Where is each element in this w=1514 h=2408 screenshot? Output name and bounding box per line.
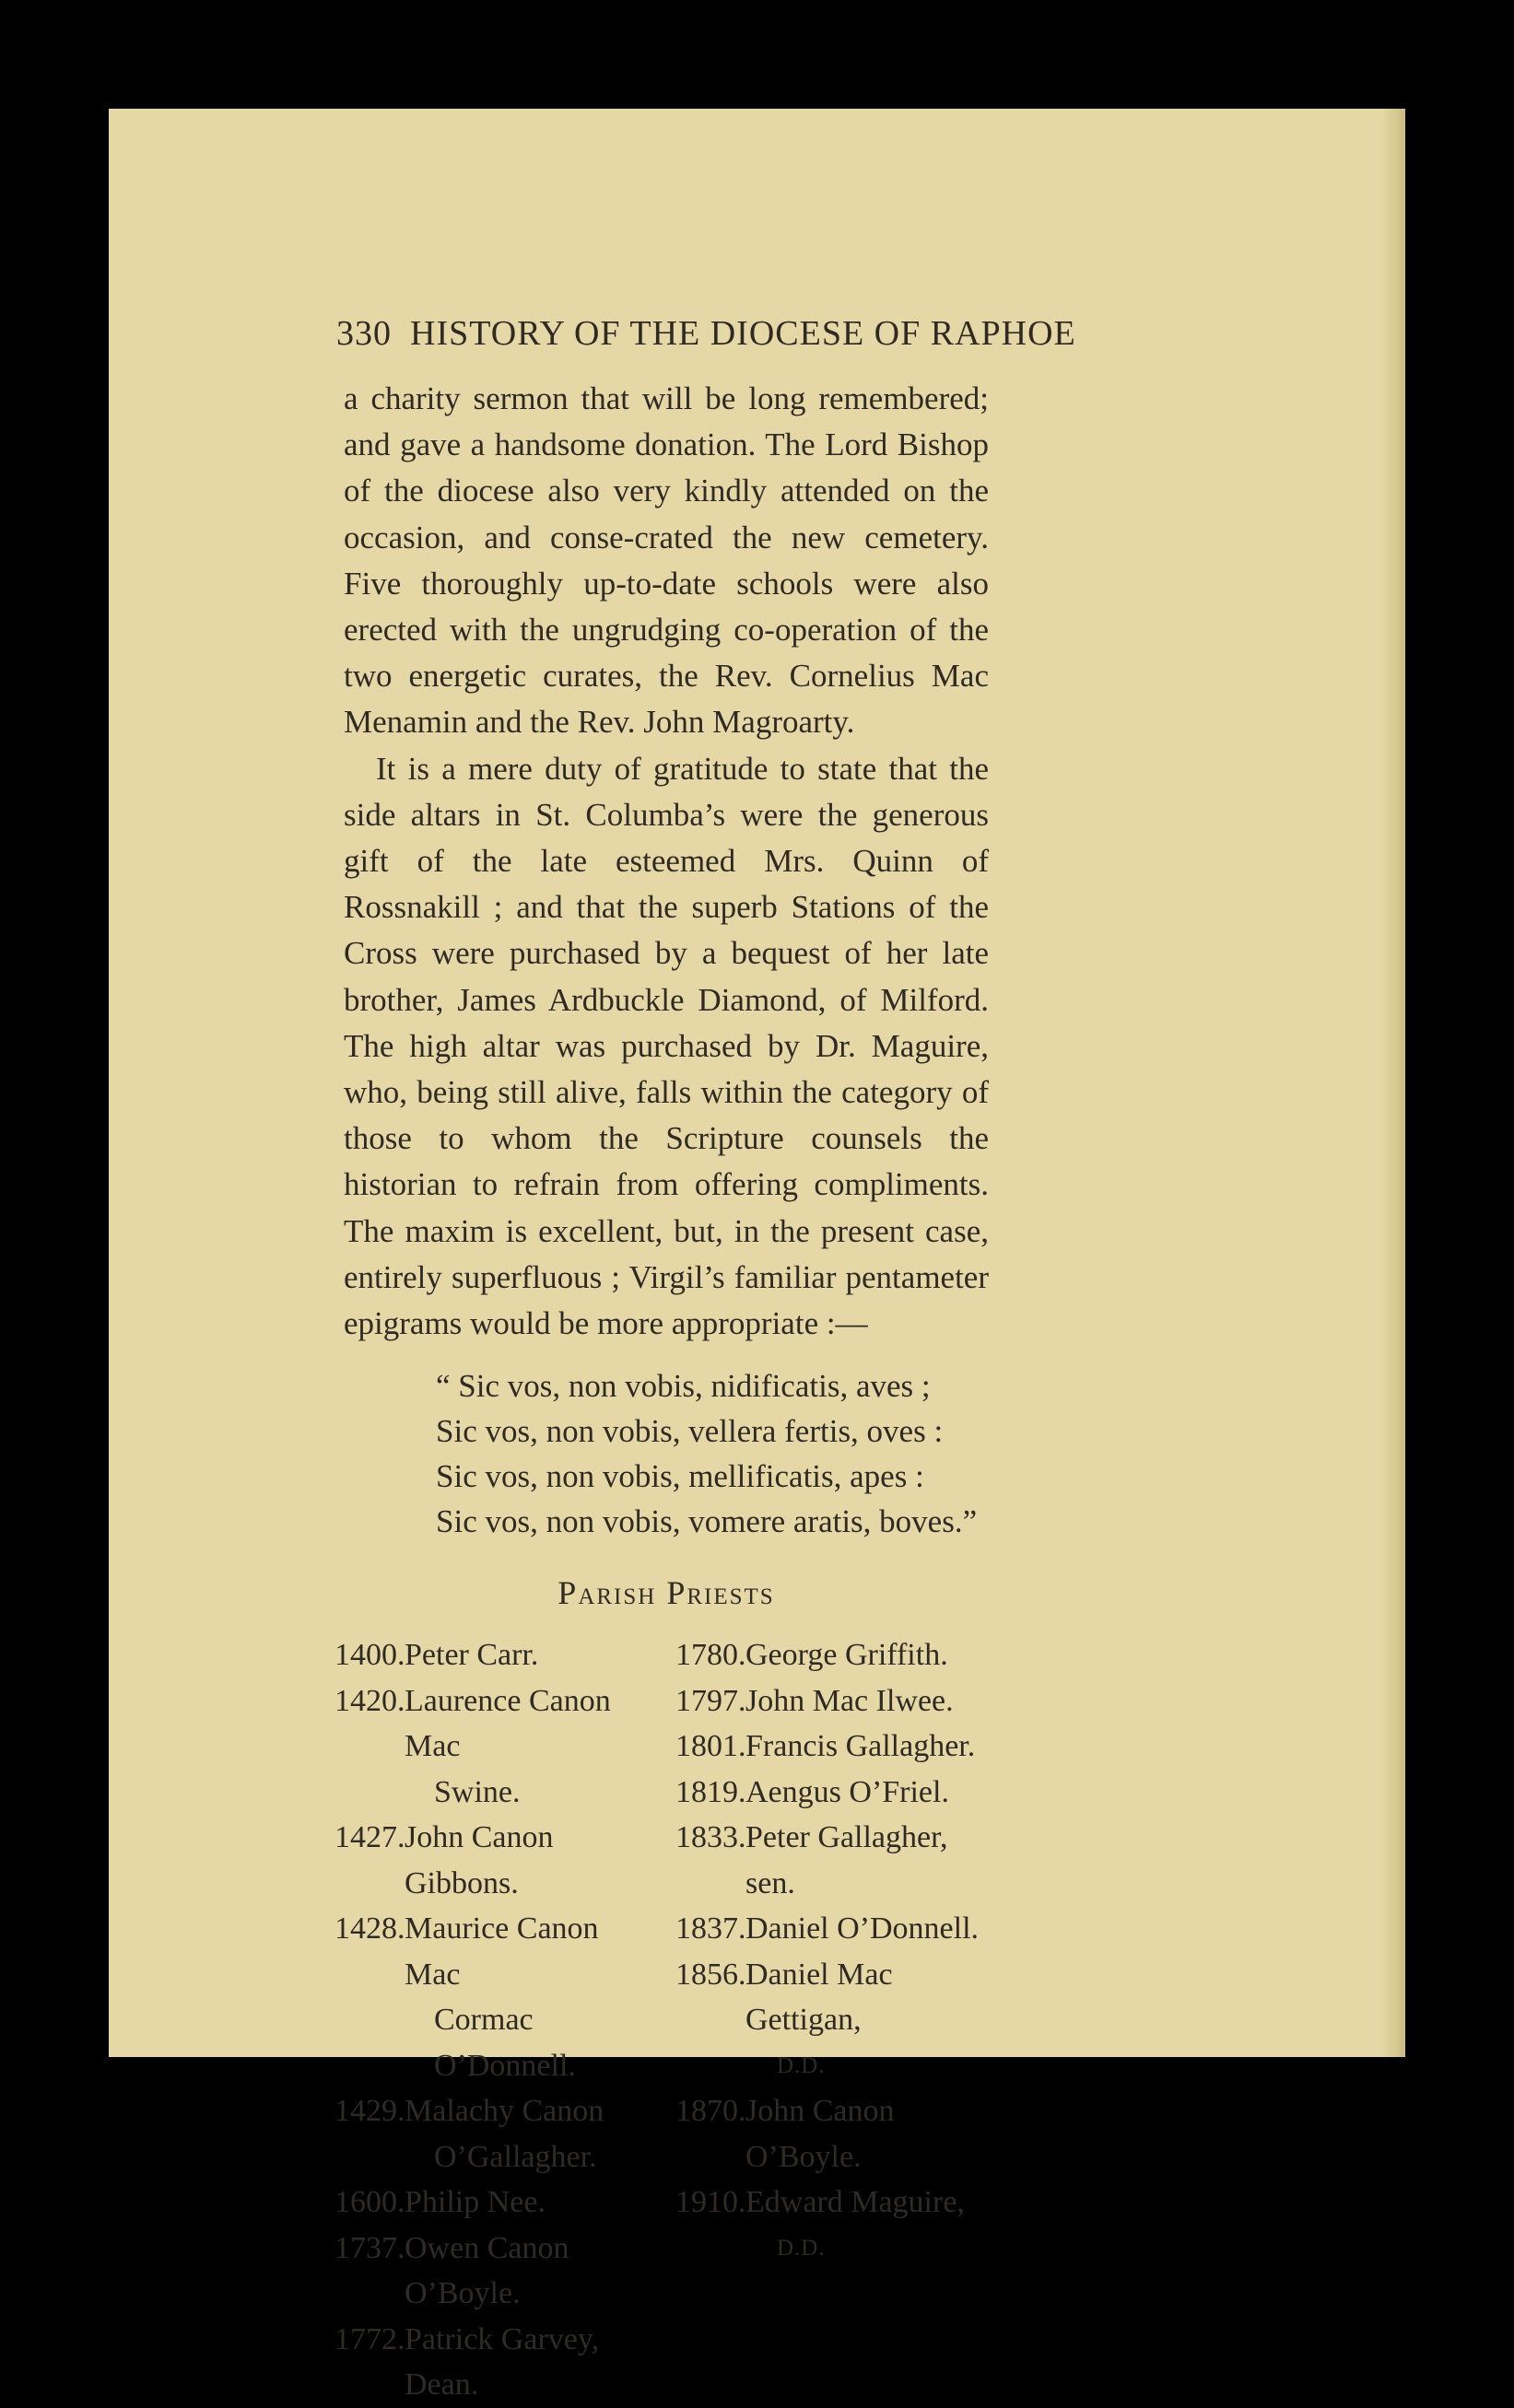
entry-name: John Mac Ilwee. xyxy=(745,1683,954,1718)
entry-name: Laurence Canon Mac Swine. xyxy=(405,1683,611,1809)
entry-year: 1427. xyxy=(334,1820,405,1855)
page-number: 330 xyxy=(336,314,392,353)
list-item xyxy=(675,1724,989,1770)
running-title: HISTORY OF THE DIOCESE OF RAPHOE xyxy=(410,314,1076,353)
entry-year: 1870. xyxy=(675,2094,746,2129)
entry-year: 1856. xyxy=(675,1957,746,1992)
entry-year: 1797. xyxy=(675,1683,746,1718)
list-item xyxy=(334,1678,648,1816)
list-item xyxy=(675,2180,989,2271)
list-item xyxy=(675,2088,989,2180)
verse-line: Sic vos, non vobis, mellificatis, apes : xyxy=(436,1458,924,1495)
verse-line: “ Sic vos, non vobis, nidificatis, aves ; xyxy=(436,1368,931,1405)
list-item xyxy=(334,1906,648,2088)
list-item xyxy=(334,2088,648,2180)
list-item xyxy=(675,1678,989,1724)
list-item xyxy=(334,2226,648,2317)
list-item xyxy=(675,1952,989,2089)
entry-name: Philip Nee. xyxy=(405,2185,546,2220)
priests-column-left xyxy=(334,1632,648,2408)
entry-year: 1600. xyxy=(334,2185,405,2220)
degree-suffix: D.D. xyxy=(777,2052,826,2078)
entry-year: 1910. xyxy=(675,2185,746,2220)
entry-year: 1833. xyxy=(675,1820,746,1855)
list-item xyxy=(334,1815,648,1906)
list-item xyxy=(675,1906,989,1952)
list-item xyxy=(334,2317,648,2408)
priests-column-right xyxy=(675,1632,989,2408)
entry-year: 1780. xyxy=(675,1638,746,1673)
running-head xyxy=(336,313,1076,354)
entry-year: 1772. xyxy=(334,2321,405,2356)
list-item xyxy=(334,1632,648,1678)
paragraph-1: a charity sermon that will be long remembered; and gave a handsome donation. The Lord Bishop of the diocese also very kindly attended on the occasion, and conse-crated the new cemetery. Five thoroughly up-to-date schools were also erected with the ungrudging co-operation of the two energetic curates, the Rev. Cornelius Mac Menamin and the Rev. John Magroarty. xyxy=(344,380,989,741)
list-item xyxy=(334,2180,648,2226)
entry-year: 1429. xyxy=(334,2094,405,2129)
page-content xyxy=(334,313,1076,2408)
entry-name: Daniel Mac Gettigan, D.D. xyxy=(745,1952,989,2089)
entry-year: 1400. xyxy=(334,1638,405,1673)
entry-name: Peter Carr. xyxy=(405,1638,539,1673)
entry-year: 1428. xyxy=(334,1911,405,1946)
entry-name: Aengus O’Friel. xyxy=(745,1774,949,1809)
degree-suffix: D.D. xyxy=(777,2235,826,2261)
list-item xyxy=(675,1770,989,1816)
priests-list xyxy=(334,1632,989,2408)
list-item xyxy=(675,1632,989,1678)
entry-year: 1801. xyxy=(675,1729,746,1764)
entry-name: Daniel O’Donnell. xyxy=(745,1911,980,1946)
entry-year: 1819. xyxy=(675,1774,746,1809)
page-edge-shadow xyxy=(1381,109,1405,2057)
verse-quote xyxy=(436,1363,989,1544)
entry-name: John Canon O’Boyle. xyxy=(745,2094,895,2174)
entry-name: John Canon Gibbons. xyxy=(405,1820,554,1900)
section-title: Parish Priests xyxy=(557,1574,775,1612)
entry-year: 1837. xyxy=(675,1911,746,1946)
verse-line: Sic vos, non vobis, vellera fertis, oves : xyxy=(436,1413,944,1450)
entry-year: 1737. xyxy=(334,2230,405,2265)
entry-name: Edward Maguire, D.D. xyxy=(745,2180,989,2271)
entry-name: Francis Gallagher. xyxy=(745,1729,976,1764)
book-page xyxy=(109,109,1405,2402)
verse-line: Sic vos, non vobis, vomere aratis, boves.” xyxy=(436,1503,978,1540)
entry-name: Malachy Canon O’Gallagher. xyxy=(405,2094,604,2174)
paragraph-2: It is a mere duty of gratitude to state that the side altars in St. Columba’s were the generous gift of the late esteemed Mrs. Quinn of Rossnakill ; and that the superb Stations of the Cross were purchased by a bequest of her late brother, James Ardbuckle Diamond, of Milford. The high altar was purchased by Dr. Maguire, who, being still alive, falls within the category of those to whom the Scripture counsels the historian to refrain from offering compliments. The maxim is excellent, but, in the present case, entirely superfluous ; Virgil’s familiar pentameter epigrams would be more appropriate :— xyxy=(344,750,989,1342)
entry-year: 1420. xyxy=(334,1683,405,1718)
entry-name: George Griffith. xyxy=(745,1638,948,1673)
entry-name: Owen Canon O’Boyle. xyxy=(405,2230,569,2311)
entry-name: Patrick Garvey, Dean. xyxy=(405,2321,600,2402)
entry-name: Peter Gallagher, sen. xyxy=(745,1820,948,1900)
list-item xyxy=(675,1815,989,1906)
entry-name: Maurice Canon Mac Cormac O’Donnell. xyxy=(405,1911,599,2083)
